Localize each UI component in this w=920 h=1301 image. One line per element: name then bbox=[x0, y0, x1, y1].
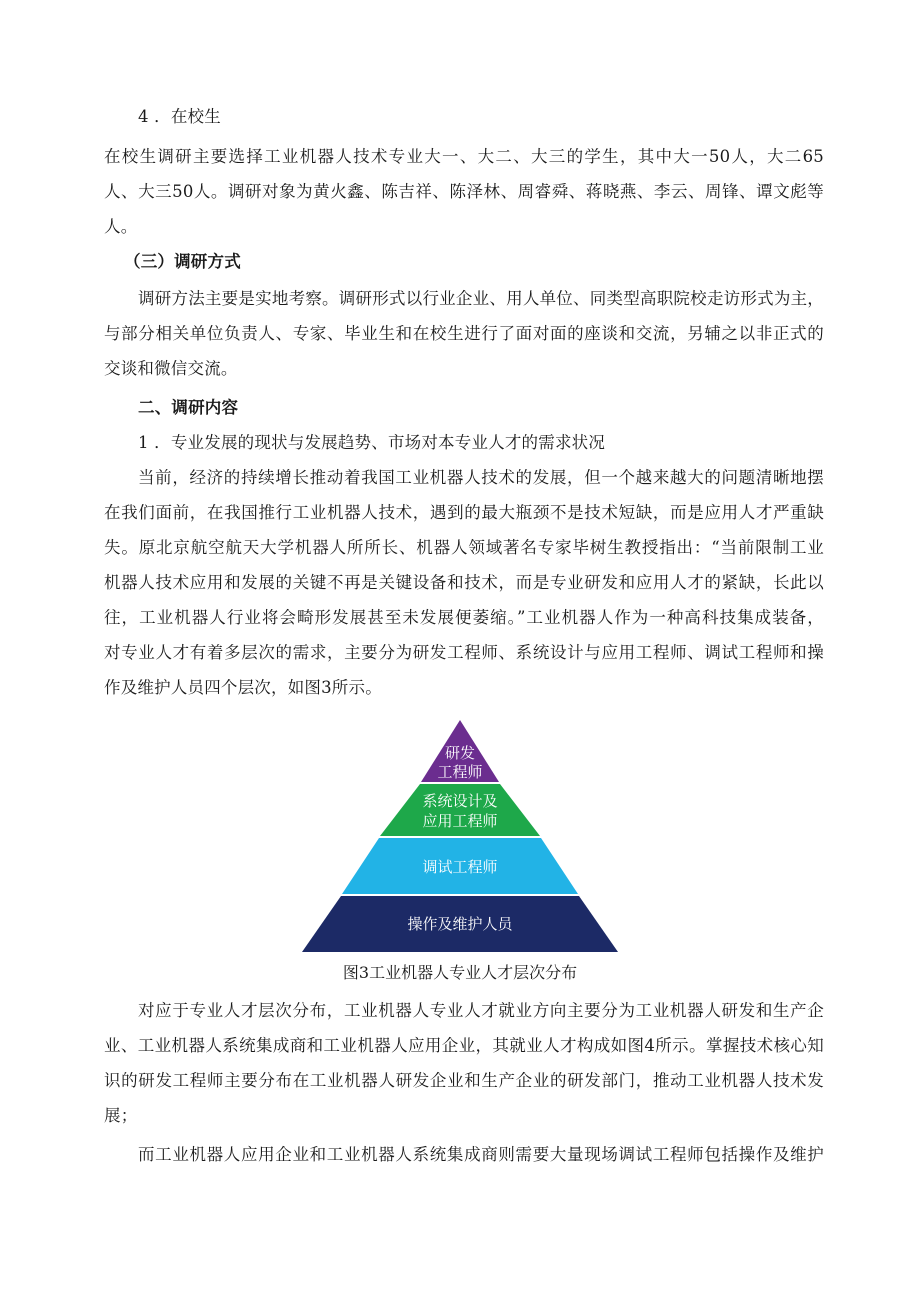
paragraph-line: 调研方法主要是实地考察。调研形式以行业企业、用人单位、同类型高职院校走访形式为主， bbox=[138, 289, 824, 308]
paragraph-line: 与部分相关单位负责人、专家、毕业生和在校生进行了面对面的座谈和交流，另辅之以非正式的 bbox=[104, 324, 824, 343]
pyramid-label-debug: 调试工程师 bbox=[422, 858, 498, 876]
pyramid-label-rd-2: 工程师 bbox=[437, 763, 483, 781]
paragraph-line: 识的研发工程师主要分布在工业机器人研发企业和生产企业的研发部门，推动工业机器人技术发 bbox=[104, 1071, 824, 1090]
paragraph-line: 业、工业机器人系统集成商和工业机器人应用企业，其就业人才构成如图4所示。掌握技术核心知 bbox=[104, 1036, 824, 1055]
pyramid-label-operation: 操作及维护人员 bbox=[407, 915, 513, 933]
paragraph-line: 展； bbox=[104, 1106, 138, 1125]
paragraph-line: 机器人技术应用和发展的关键不再是关键设备和技术，而是专业研发和应用人才的紧缺，长此以 bbox=[104, 573, 824, 592]
paragraph-line: 作及维护人员四个层次，如图3所示。 bbox=[104, 678, 382, 697]
section-3-heading: （三）调研方式 bbox=[124, 252, 241, 271]
pyramid-svg bbox=[300, 720, 620, 952]
paragraph-line: 人、大三50人。调研对象为黄火鑫、陈吉祥、陈泽林、周睿舜、蒋晓燕、李云、周锋、谭文彪等 bbox=[104, 182, 824, 201]
paragraph-line: 往，工业机器人行业将会畸形发展甚至未发展便萎缩。”工业机器人作为一种高科技集成装备， bbox=[104, 608, 824, 627]
paragraph-line: 对应于专业人才层次分布，工业机器人专业人才就业方向主要分为工业机器人研发和生产企 bbox=[138, 1001, 824, 1020]
paragraph-line: 人。 bbox=[104, 217, 138, 236]
pyramid-label-system-1: 系统设计及 bbox=[422, 792, 498, 810]
part-2-heading: 二、调研内容 bbox=[138, 398, 239, 417]
pyramid-label-system-2: 应用工程师 bbox=[422, 812, 498, 830]
section-4-heading: 4 ．在校生 bbox=[138, 107, 221, 126]
paragraph-line: 在我们面前，在我国推行工业机器人技术，遇到的最大瓶颈不是技术短缺，而是应用人才严重缺 bbox=[104, 503, 824, 522]
paragraph-line: 失。原北京航空航天大学机器人所所长、机器人领域著名专家毕树生教授指出：“当前限制工业 bbox=[104, 538, 824, 557]
paragraph-line: 当前，经济的持续增长推动着我国工业机器人技术的发展，但一个越来越大的问题清晰地摆 bbox=[138, 468, 824, 487]
figure-caption: 图3工业机器人专业人才层次分布 bbox=[342, 963, 578, 982]
paragraph-line: 在校生调研主要选择工业机器人技术专业大一、大二、大三的学生，其中大一50人，大二65 bbox=[104, 147, 824, 166]
pyramid-label-rd-1: 研发 bbox=[444, 744, 476, 762]
paragraph-line: 而工业机器人应用企业和工业机器人系统集成商则需要大量现场调试工程师包括操作及维护 bbox=[138, 1145, 824, 1164]
paragraph-line: 对专业人才有着多层次的需求，主要分为研发工程师、系统设计与应用工程师、调试工程师和操 bbox=[104, 643, 824, 662]
talent-pyramid-figure bbox=[300, 720, 620, 952]
paragraph-line: 交谈和微信交流。 bbox=[104, 359, 238, 378]
subsection-1-heading: 1 ．专业发展的现状与发展趋势、市场对本专业人才的需求状况 bbox=[138, 433, 606, 452]
